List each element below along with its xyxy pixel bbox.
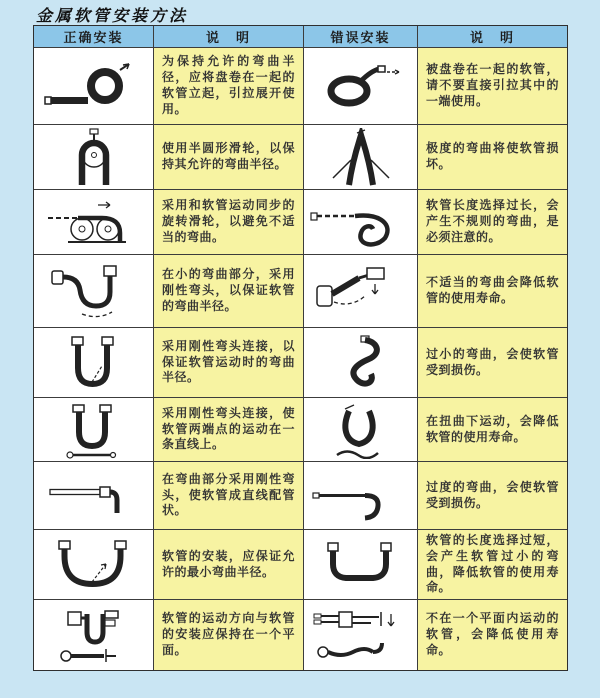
correct-install-description (154, 255, 304, 328)
page-title: 金属软管安装方法 (36, 8, 189, 25)
wrong-install-description-text: 过度的弯曲，会使软管受到损伤。 (426, 479, 559, 510)
correct-install-description-text: 使用半圆形滑轮，以保持其允许的弯曲半径。 (162, 141, 295, 171)
header-wrong-install: 错误安装 (304, 26, 418, 48)
twisted-motion-image (309, 401, 413, 459)
correct-install-description-text: 采用刚性弯头连接，以保证软管运动时的弯曲半径。 (162, 338, 295, 385)
wrong-install-description (418, 462, 567, 530)
wrong-install-description-text: 极度的弯曲将使软管损坏。 (426, 141, 559, 171)
wrong-install-description (418, 530, 567, 600)
wrong-install-illustration (304, 600, 418, 670)
u-inline-motion-image (42, 401, 146, 459)
correct-install-illustration (34, 600, 154, 670)
correct-install-description (154, 328, 304, 398)
wrong-install-description (418, 125, 567, 190)
extreme-bend-image (309, 128, 413, 186)
wrong-install-illustration (304, 190, 418, 255)
wrong-install-description-text: 不在一个平面内运动的软管，会降低使用寿命。 (426, 611, 559, 657)
rigid-elbow-small-bend-image (42, 262, 146, 320)
coil-unroll-image (42, 57, 146, 115)
wrong-install-illustration (304, 328, 418, 398)
overbent-pipe-image (309, 467, 413, 525)
correct-install-illustration (34, 328, 154, 398)
wrong-install-description-text: 过小的弯曲，会使软管受到损伤。 (426, 346, 559, 377)
semicircle-pulley-image (42, 128, 146, 186)
correct-install-description-text: 在弯曲部分采用刚性弯头，使软管成直线配管状。 (162, 471, 295, 518)
overlong-loop-image (309, 193, 413, 251)
rigid-elbow-u-image (42, 334, 146, 392)
correct-install-illustration (34, 125, 154, 190)
wrong-install-description-text: 软管的长度选择过短，会产生软管过小的弯曲，降低软管的使用寿命。 (426, 532, 559, 595)
wrong-install-illustration (304, 398, 418, 462)
install-table (33, 25, 568, 671)
out-of-plane-image (309, 606, 413, 664)
correct-install-description (154, 48, 304, 125)
correct-install-illustration (34, 190, 154, 255)
correct-install-description-text: 采用刚性弯头连接，使软管两端点的运动在一条直线上。 (162, 405, 295, 452)
wrong-install-description (418, 328, 567, 398)
min-radius-u-image (42, 536, 146, 594)
sync-rollers-image (42, 193, 146, 251)
header-description-left: 说 明 (154, 26, 304, 48)
correct-install-description-text: 为保持允许的弯曲半径，应将盘卷在一起的软管立起，引拉展开使用。 (162, 54, 295, 116)
same-plane-motion-image (42, 606, 146, 664)
wrong-install-illustration (304, 125, 418, 190)
correct-install-description-text: 软管的安装，应保证允许的最小弯曲半径。 (162, 548, 295, 579)
correct-install-description-text: 在小的弯曲部分，采用刚性弯头，以保证软管的弯曲半径。 (162, 267, 295, 313)
wrong-install-illustration (304, 48, 418, 125)
correct-install-description (154, 398, 304, 462)
header-correct-install: 正确安装 (34, 26, 154, 48)
wrong-install-description-text: 在扭曲下运动，会降低软管的使用寿命。 (426, 413, 559, 444)
correct-install-description-text: 采用和软管运动同步的旋转滑轮，以避免不适当的弯曲。 (162, 198, 295, 244)
wrong-install-illustration (304, 462, 418, 530)
coil-pull-end-image (309, 57, 413, 115)
correct-install-illustration (34, 462, 154, 530)
wrong-install-description (418, 600, 567, 670)
wrong-install-description (418, 48, 567, 125)
wrong-install-description-text: 不适当的弯曲会降低软管的使用寿命。 (426, 275, 559, 305)
improper-bend-image (309, 262, 413, 320)
correct-install-description (154, 530, 304, 600)
correct-install-illustration (34, 255, 154, 328)
correct-install-description (154, 190, 304, 255)
correct-install-description-text: 软管的运动方向与软管的安装应保持在一个平面。 (162, 611, 295, 657)
correct-install-description (154, 125, 304, 190)
wrong-install-illustration (304, 530, 418, 600)
correct-install-illustration (34, 48, 154, 125)
too-small-bend-image (309, 334, 413, 392)
straight-pipe-elbow-image (42, 467, 146, 525)
correct-install-description (154, 462, 304, 530)
correct-install-illustration (34, 398, 154, 462)
wrong-install-description (418, 398, 567, 462)
wrong-install-description-text: 被盘卷在一起的软管，请不要直接引拉其中的一端使用。 (426, 62, 559, 108)
short-flat-u-image (309, 536, 413, 594)
header-description-right: 说 明 (418, 26, 567, 48)
correct-install-description (154, 600, 304, 670)
wrong-install-description (418, 190, 567, 255)
wrong-install-description-text: 软管长度选择过长，会产生不规则的弯曲，是必须注意的。 (426, 198, 559, 244)
wrong-install-illustration (304, 255, 418, 328)
correct-install-illustration (34, 530, 154, 600)
wrong-install-description (418, 255, 567, 328)
